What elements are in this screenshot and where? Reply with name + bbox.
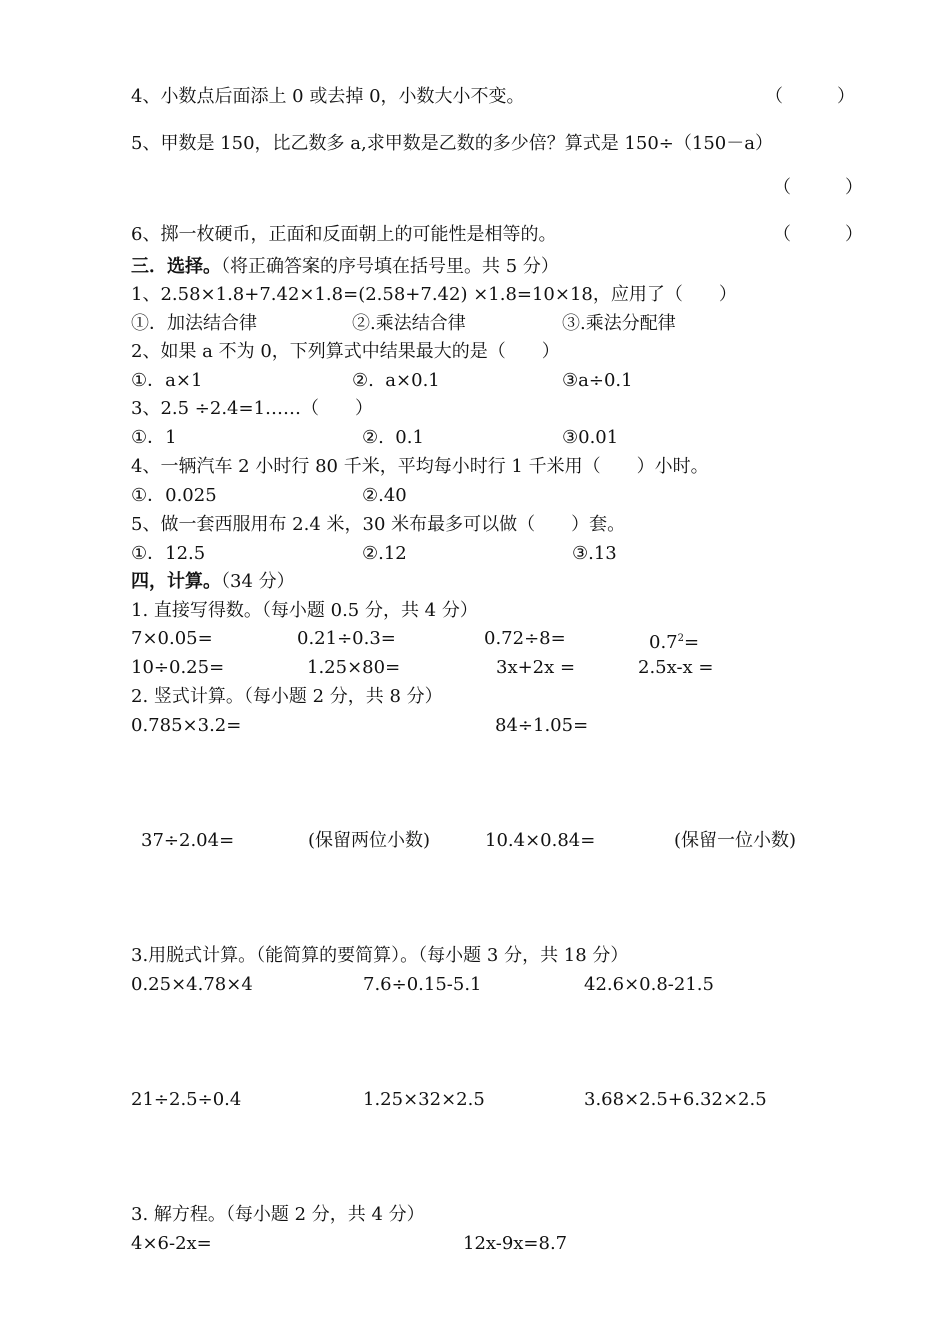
oral-equals: =: [684, 632, 700, 653]
oral-problem: 0.72÷8=: [484, 628, 566, 649]
choice-option[interactable]: ①．1: [131, 427, 177, 448]
section-note: （将正确答案的序号填在括号里。共 5 分）: [221, 256, 559, 277]
section-heading: [131, 256, 559, 278]
stepwise-problem: 1.25×32×2.5: [363, 1089, 485, 1110]
answer-paren[interactable]: （ ）: [765, 86, 855, 107]
vertical-problem: 10.4×0.84=: [485, 830, 596, 851]
choice-option[interactable]: ①．0.025: [131, 485, 217, 506]
judge-q6: 6、掷一枚硬币，正面和反面朝上的可能性是相等的。: [131, 224, 557, 245]
choice-q2: 2、如果 a 不为 0，下列算式中结果最大的是（ ）: [131, 341, 560, 362]
oral-problem: 10÷0.25=: [131, 657, 225, 678]
choice-option[interactable]: ②.40: [362, 485, 407, 506]
oral-problem: 2.5x-x =: [638, 657, 714, 678]
choice-q3: 3、2.5 ÷2.4=1……（ ）: [131, 398, 374, 419]
oral-problem: 3x+2x =: [496, 657, 576, 678]
answer-paren[interactable]: （ ）: [773, 224, 863, 245]
choice-option[interactable]: ③.13: [572, 543, 617, 564]
choice-option[interactable]: ①．12.5: [131, 543, 206, 564]
subsection-title: 3. 解方程。（每小题 2 分，共 4 分）: [131, 1204, 425, 1225]
vertical-problem: 37÷2.04=: [141, 830, 235, 851]
subsection-title: 3.用脱式计算。（能简算的要简算）。（每小题 3 分，共 18 分）: [131, 945, 629, 966]
equation-problem: 12x-9x=8.7: [463, 1233, 568, 1254]
rounding-note: (保留一位小数): [674, 830, 797, 851]
judge-q5: 5、甲数是 150，比乙数多 a,求甲数是乙数的多少倍？算式是 150÷（150－a）: [131, 133, 773, 154]
choice-option[interactable]: ③0.01: [562, 427, 619, 448]
choice-q1: 1、2.58×1.8+7.42×1.8=(2.58+7.42) ×1.8=10×18，应用了（ ）: [131, 284, 737, 305]
oral-problem: 7×0.05=: [131, 628, 213, 649]
choice-option[interactable]: ②.乘法结合律: [352, 313, 466, 334]
subsection-title: 1. 直接写得数。（每小题 0.5 分，共 4 分）: [131, 600, 478, 621]
subsection-title: 2. 竖式计算。（每小题 2 分，共 8 分）: [131, 686, 443, 707]
stepwise-problem: 7.6÷0.15-5.1: [363, 974, 482, 995]
section-title: 四，计算。: [131, 571, 221, 592]
choice-q5: 5、做一套西服用布 2.4 米，30 米布最多可以做（ ）套。: [131, 514, 626, 535]
stepwise-problem: 42.6×0.8-21.5: [584, 974, 714, 995]
choice-q4: 4、一辆汽车 2 小时行 80 千米，平均每小时行 1 千米用（ ）小时。: [131, 456, 709, 477]
choice-option[interactable]: ①．a×1: [131, 370, 203, 391]
stepwise-problem: 21÷2.5÷0.4: [131, 1089, 242, 1110]
choice-option[interactable]: ③a÷0.1: [562, 370, 633, 391]
oral-exponent: 2: [677, 633, 685, 644]
oral-problem: 1.25×80=: [307, 657, 401, 678]
oral-base: 0.7: [649, 632, 678, 653]
oral-problem: [649, 628, 699, 654]
choice-option[interactable]: ②.12: [362, 543, 407, 564]
choice-option[interactable]: ③.乘法分配律: [562, 313, 676, 334]
rounding-note: (保留两位小数): [308, 830, 431, 851]
answer-paren[interactable]: （ ）: [773, 177, 863, 198]
choice-option[interactable]: ②. 0.1: [362, 427, 424, 448]
section-note: （34 分）: [221, 571, 295, 592]
section-title: 三．选择。: [131, 256, 221, 277]
choice-option[interactable]: ②. a×0.1: [352, 370, 440, 391]
oral-problem: 0.21÷0.3=: [297, 628, 396, 649]
section-heading: [131, 571, 295, 593]
stepwise-problem: 0.25×4.78×4: [131, 974, 253, 995]
choice-option[interactable]: ①．加法结合律: [131, 313, 257, 334]
equation-problem: 4×6-2x=: [131, 1233, 212, 1254]
vertical-problem: 84÷1.05=: [495, 715, 589, 736]
judge-q4: 4、小数点后面添上 0 或去掉 0，小数大小不变。: [131, 86, 525, 107]
vertical-problem: 0.785×3.2=: [131, 715, 242, 736]
stepwise-problem: 3.68×2.5+6.32×2.5: [584, 1089, 767, 1110]
